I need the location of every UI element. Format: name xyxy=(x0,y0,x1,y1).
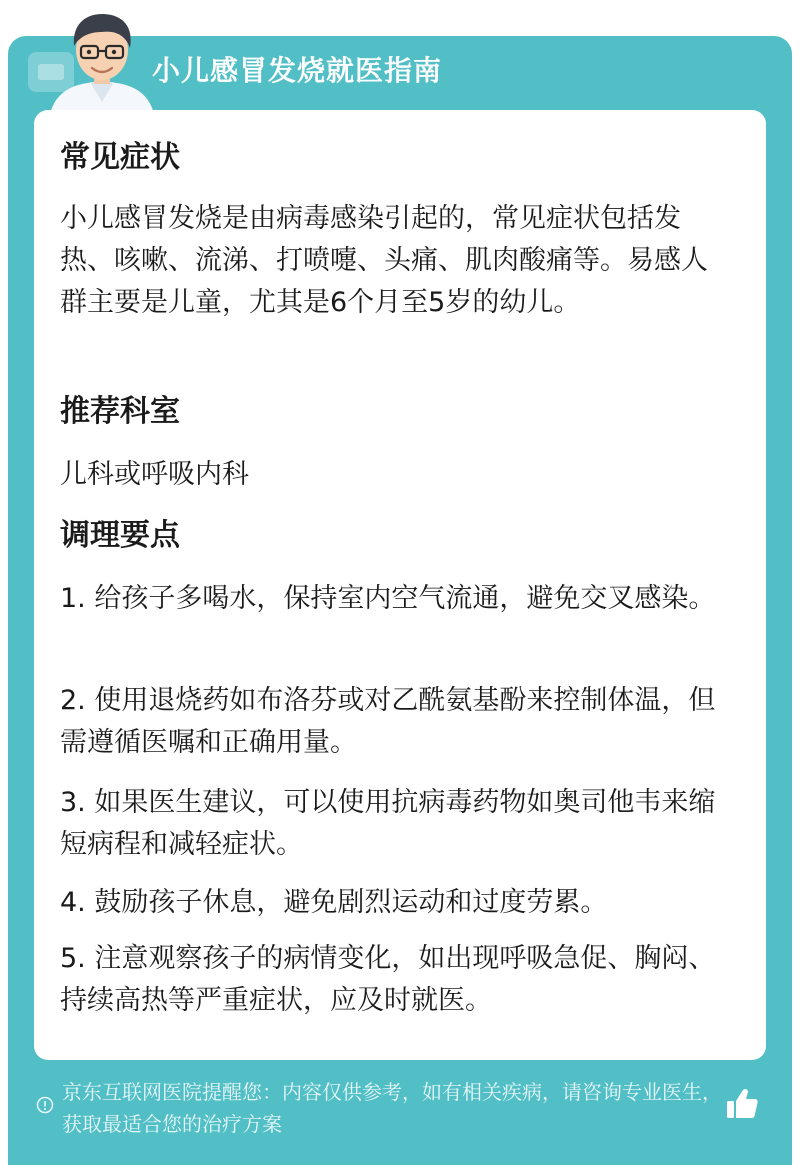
care-item-3 xyxy=(60,782,730,866)
section-symptoms-body xyxy=(60,198,730,324)
page-title: 小儿感冒发烧就医指南 xyxy=(152,54,443,87)
thumbs-up-icon[interactable] xyxy=(724,1086,760,1122)
list-item: 4. 鼓励孩子休息，避免剧烈运动和过度劳累。 xyxy=(60,887,608,918)
section-paragraph: 儿科或呼吸内科 xyxy=(60,459,249,490)
care-item-1 xyxy=(60,578,730,620)
doctor-avatar xyxy=(42,6,162,114)
care-item-5 xyxy=(60,938,730,1022)
care-item-4 xyxy=(60,882,730,924)
section-symptoms xyxy=(60,138,730,178)
care-item-2 xyxy=(60,680,730,764)
list-item: 1. 给孩子多喝水，保持室内空气流通，避免交叉感染。 xyxy=(60,583,716,614)
list-item: 3. 如果医生建议，可以使用抗病毒药物如奥司他韦来缩短病程和减轻症状。 xyxy=(60,787,716,860)
list-item: 2. 使用退烧药如布洛芬或对乙酰氨基酚来控制体温，但需遵循医嘱和正确用量。 xyxy=(60,685,716,758)
section-heading: 调理要点 xyxy=(60,518,180,553)
disclaimer-text: 京东互联网医院提醒您：内容仅供参考，如有相关疾病，请咨询专业医生，获取最适合您的治疗方案 xyxy=(62,1080,722,1136)
section-paragraph: 小儿感冒发烧是由病毒感染引起的，常见症状包括发热、咳嗽、流涕、打喷嚏、头痛、肌肉酸痛等。易感人群主要是儿童，尤其是6个月至5岁的幼儿。 xyxy=(60,203,708,318)
list-item: 5. 注意观察孩子的病情变化，如出现呼吸急促、胸闷、持续高热等严重症状，应及时就医。 xyxy=(60,943,716,1016)
section-heading: 推荐科室 xyxy=(60,394,180,429)
section-care xyxy=(60,516,730,556)
section-department-body xyxy=(60,454,730,496)
section-department xyxy=(60,392,730,432)
section-heading: 常见症状 xyxy=(60,140,180,175)
info-icon xyxy=(36,1096,54,1114)
